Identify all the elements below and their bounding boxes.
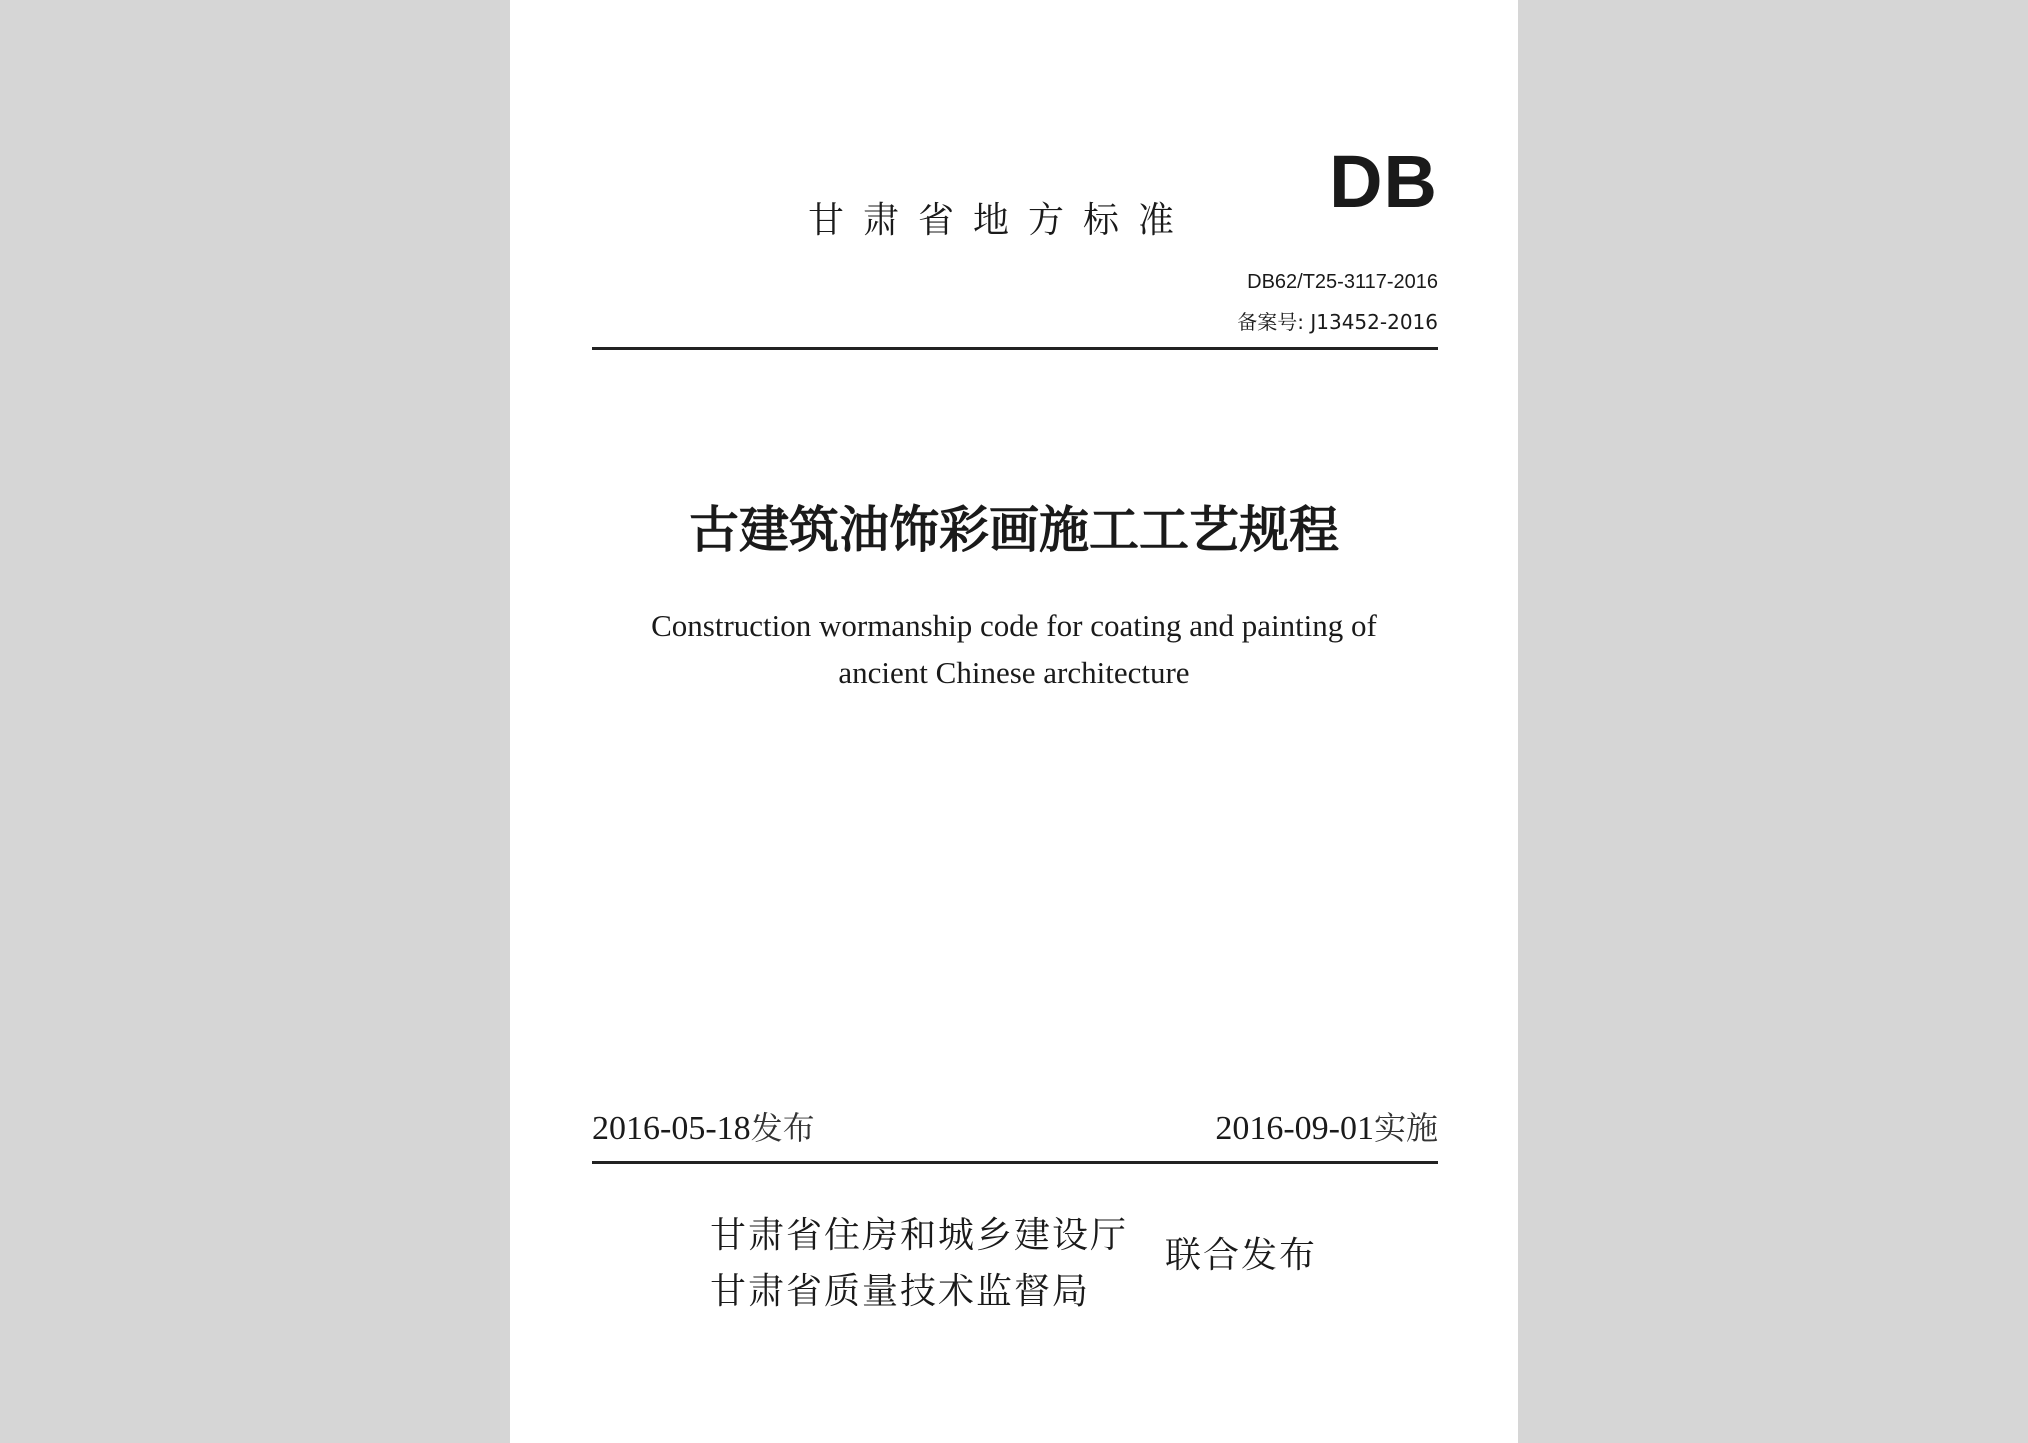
title-chinese: 古建筑油饰彩画施工工艺规程 (689, 500, 1339, 559)
db-logo: DB (1329, 140, 1438, 223)
issue-date (592, 1109, 815, 1147)
standard-number: DB62/T25-3117-2016 (1247, 271, 1438, 293)
title-english-line-2: ancient Chinese architecture (838, 655, 1190, 690)
effective-date (1215, 1109, 1438, 1147)
effective-date-suffix: 实施 (1373, 1109, 1438, 1147)
issue-date-value: 2016-05-18 (592, 1110, 751, 1147)
record-number: 备案号: J13452-2016 (1237, 310, 1438, 334)
effective-date-value: 2016-09-01 (1215, 1110, 1374, 1147)
issuer-housing-dept: 甘肃省住房和城乡建设厅 (710, 1215, 1129, 1256)
issue-date-suffix: 发布 (750, 1109, 815, 1147)
joint-issue-label: 联合发布 (1165, 1235, 1318, 1276)
document-page (510, 0, 1518, 1443)
bottom-divider (592, 1161, 1438, 1164)
standard-category: 甘肃省地方标准 (808, 200, 1194, 241)
title-english (510, 602, 1518, 696)
issuer-quality-bureau: 甘肃省质量技术监督局 (710, 1271, 1091, 1312)
top-divider (592, 347, 1438, 350)
title-english-line-1: Construction wormanship code for coating and painting of (651, 608, 1377, 643)
issuer-list (710, 1208, 1128, 1320)
